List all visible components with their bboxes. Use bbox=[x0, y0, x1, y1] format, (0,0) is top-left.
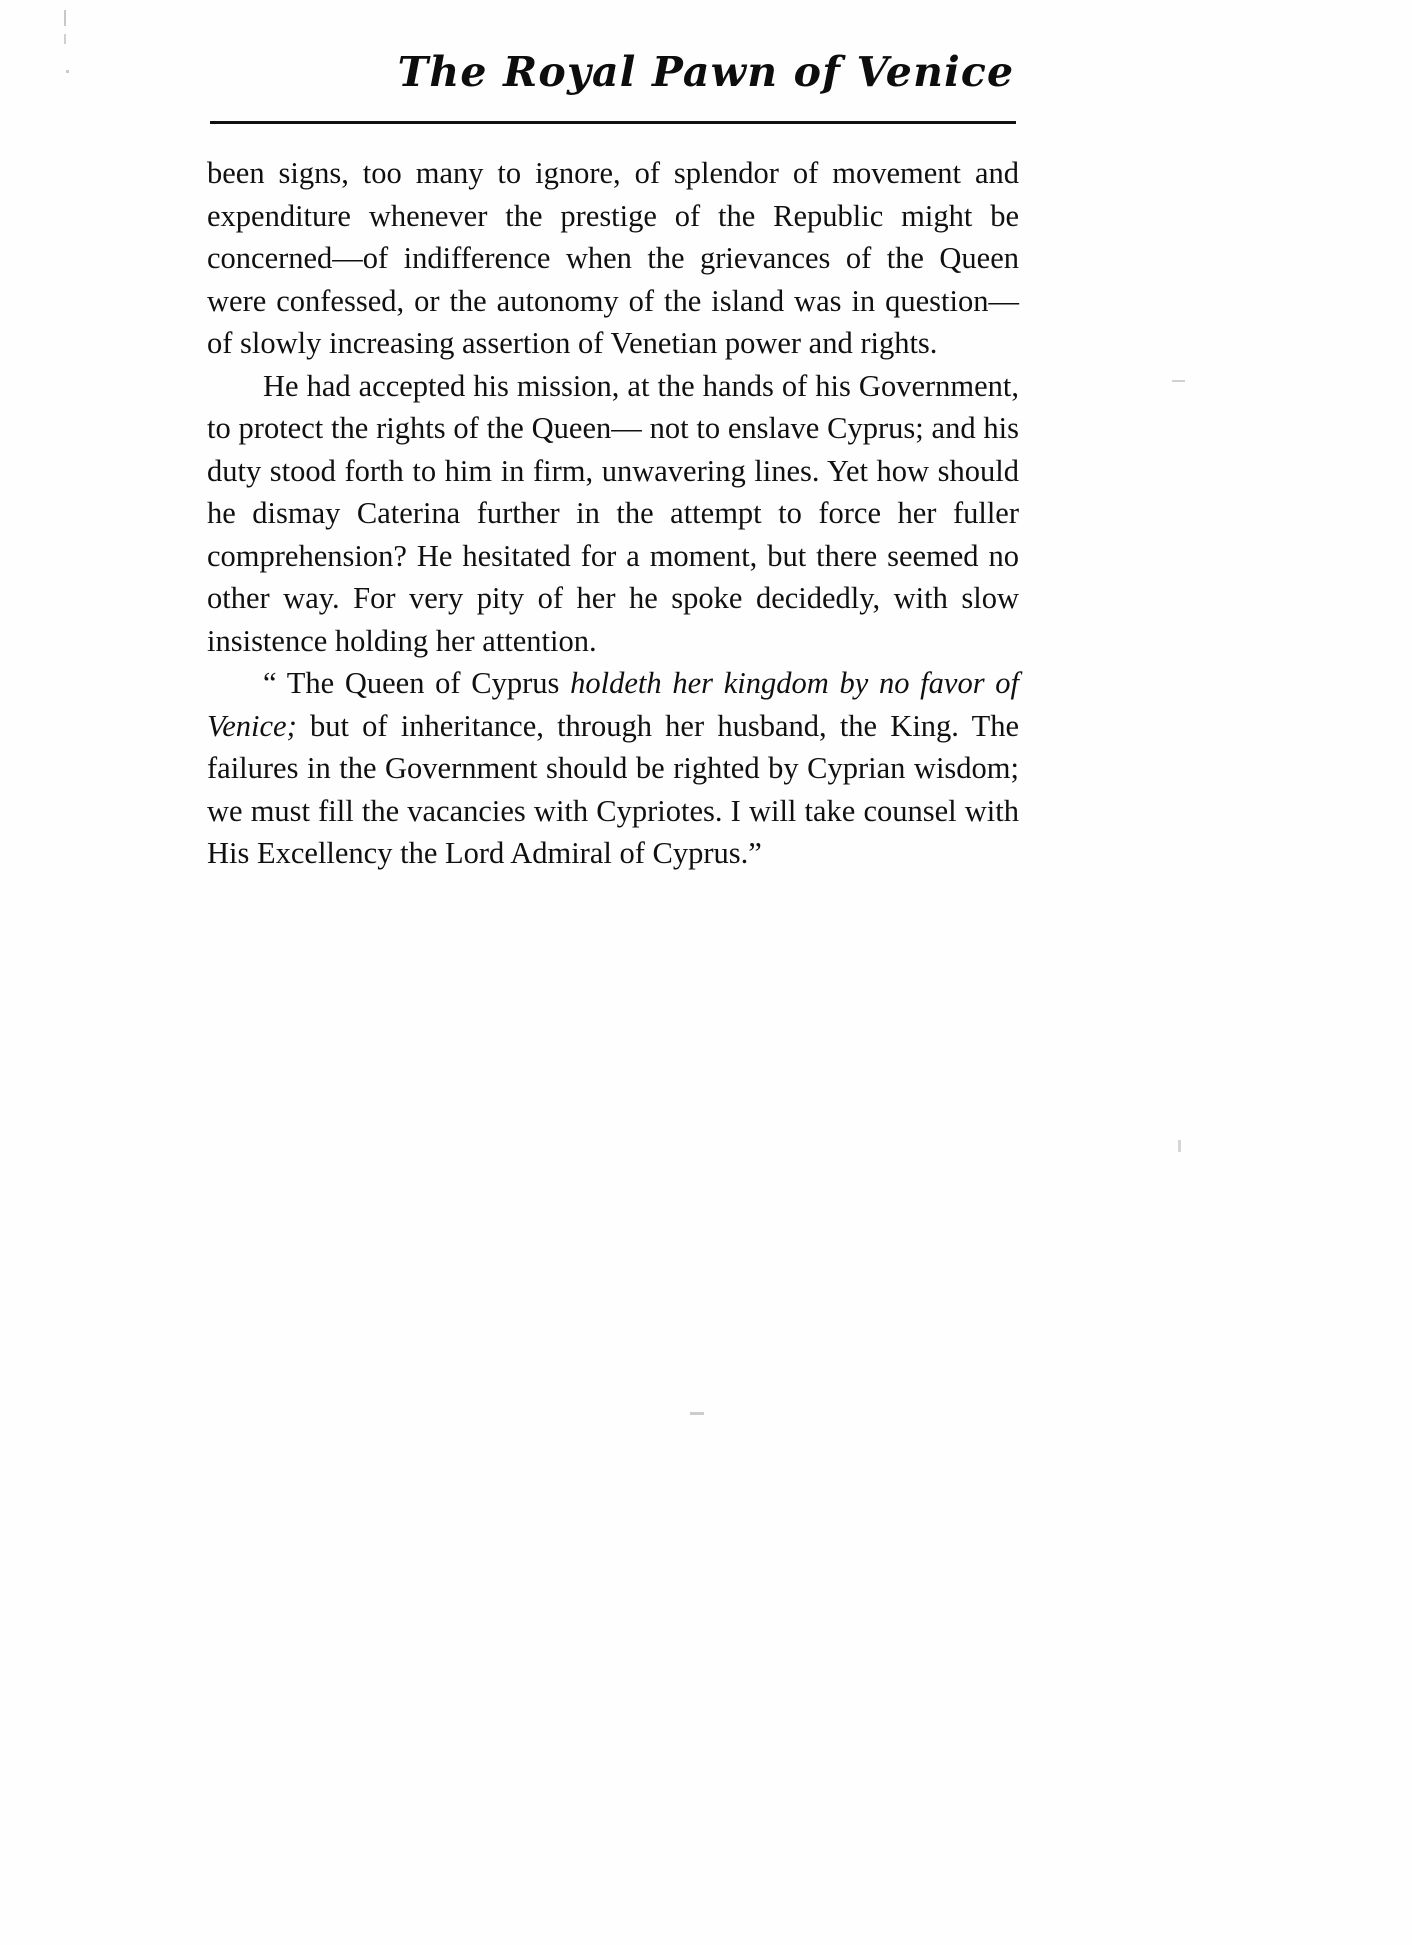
text-run: He had accepted his mission, at the hands of his Government, to protect the rights of the Queen— not to enslave Cyprus; and his duty stood forth to him in firm, unwavering lines. Yet how should he dismay Caterina further in the attempt to force her fuller comprehension? He hesitated for a moment, but there seemed no other way. For very pity of her he spoke decidedly, with slow insistence holding her attention. bbox=[207, 368, 1019, 658]
page-running-head: The Royal Pawn of Venice bbox=[397, 48, 1015, 96]
scan-speck bbox=[1178, 1140, 1181, 1152]
scan-speck bbox=[1172, 380, 1185, 382]
text-run: but of inheritance, through her husband, the King. The failures in the Government should be righted by Cyprian wisdom; we must fill the vacancies with Cypriotes. I will take counsel with His Excellency the Lord Admiral of Cyprus.” bbox=[207, 708, 1019, 870]
header-rule bbox=[210, 121, 1016, 124]
emphasis-run: holdeth her kingdom by no favor of Venice; bbox=[207, 666, 1020, 743]
text-run: “ The Queen of Cyprus bbox=[263, 666, 571, 700]
paragraph-para-mission bbox=[207, 365, 1019, 663]
scan-speck bbox=[64, 34, 66, 44]
paragraph-para-quote bbox=[207, 662, 1019, 875]
paragraph-para-continued bbox=[207, 152, 1019, 365]
page-body bbox=[207, 152, 1019, 875]
scan-speck bbox=[64, 10, 66, 26]
scan-speck bbox=[690, 1412, 704, 1415]
text-run: been signs, too many to ignore, of splendor of movement and expenditure whenever the prestige of the Republic might be concerned—of indifference when the grievances of the Queen were confessed, or the autonomy of the island was in question—of slowly increasing assertion of Venetian power and rights. bbox=[207, 156, 1019, 360]
